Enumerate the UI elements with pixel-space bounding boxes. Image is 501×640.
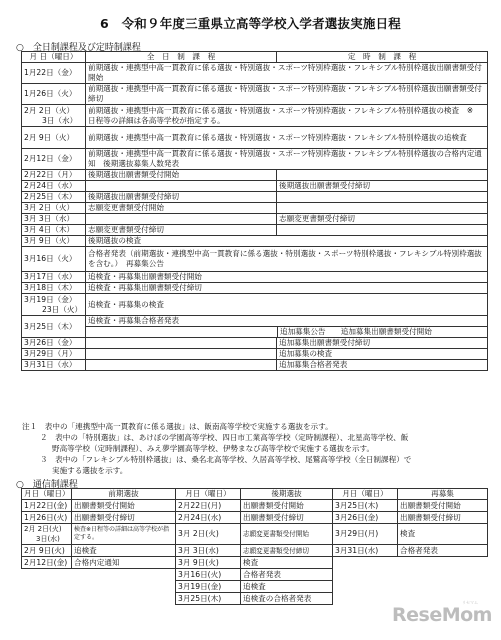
row-event-teijisei: 追加募集合格者発表 xyxy=(277,360,488,371)
cell-date: 2月12日(金) xyxy=(22,557,72,569)
row-date: 3月29日（月） xyxy=(22,349,86,360)
cell-date-line1: 2月 2日(火) xyxy=(24,525,62,533)
table-row xyxy=(22,63,488,84)
cell-event: 合格者発表 xyxy=(398,545,488,557)
cell-date: 3月29日(月) xyxy=(333,524,398,545)
row-event-teijisei: 後期選抜出願書類受付締切 xyxy=(277,181,488,192)
cell-empty xyxy=(398,569,488,581)
table-row xyxy=(22,581,488,593)
cell-empty xyxy=(333,569,398,581)
cell-date xyxy=(22,524,72,545)
row-date: 3月 9日（火） xyxy=(22,236,86,247)
table-row xyxy=(22,170,488,181)
cell-date: 1月26日(火) xyxy=(22,512,72,524)
table-row xyxy=(22,127,488,149)
note-line: ３ 表中の「フレキシブル特別枠選抜」は、桑名北高等学校、久居高等学校、尾鷲高等学校（全日制課程）で xyxy=(40,455,412,464)
row-event-teijisei xyxy=(277,170,488,181)
table-row xyxy=(22,294,488,316)
cell-date: 2月24日(水) xyxy=(176,512,241,524)
table-row xyxy=(22,214,488,225)
notes xyxy=(22,421,487,476)
note-line: 注１ 表中の「連携型中高一貫教育に係る選抜」は、飯南高等学校で実施する選抜を示す。 xyxy=(22,422,333,431)
row-date: 2月25日（木） xyxy=(22,192,86,203)
row-event-teijisei xyxy=(277,192,488,203)
row-event: 追検査・再募集の検査 xyxy=(86,294,488,316)
cell-empty xyxy=(333,557,398,569)
cell-date: 3月 2日(火) xyxy=(176,524,241,545)
cell-empty xyxy=(333,581,398,593)
cell-empty xyxy=(72,581,176,593)
cell-event: 追検査 xyxy=(241,581,333,593)
table-row xyxy=(22,247,488,272)
page-title: 6 令和９年度三重県立高等学校入学者選抜実施日程 xyxy=(100,16,401,31)
table-row xyxy=(22,349,488,360)
table-row xyxy=(22,105,488,127)
cell-event: 合格内定通知 xyxy=(72,557,176,569)
table-row xyxy=(22,360,488,371)
table-row xyxy=(22,338,488,349)
table-row xyxy=(22,593,488,605)
row-event: 前期選抜・連携型中高一貫教育に係る選抜・特別選抜・スポーツ特別枠選抜・フレキシブル特別枠選抜出願書類受付締切 xyxy=(86,84,488,105)
row-date: 3月25日（木） xyxy=(22,316,86,338)
cell-date: 2月22日(月) xyxy=(176,500,241,512)
row-event: 合格者発表（前期選抜・連携型中高一貫教育に係る選抜・特別選抜・スポーツ特別枠選抜・フレキシブル特別枠選抜を含む。） 再募集公告 xyxy=(86,247,488,272)
row-date: 3月16日（火） xyxy=(22,247,86,272)
table-row xyxy=(22,272,488,283)
table-row xyxy=(22,512,488,524)
cell-date: 3月 9日(火) xyxy=(176,557,241,569)
cell-event: 志願変更書類受付開始 xyxy=(241,524,333,545)
row-event-zennichisei xyxy=(86,338,277,349)
row-event-teijisei: 追加募集出願書類受付締切 xyxy=(277,338,488,349)
row-event-split xyxy=(86,316,488,338)
row-event: 前期選抜・連携型中高一貫教育に係る選抜・特別選抜・スポーツ特別枠選抜・フレキシブル特別枠選抜の追検査 xyxy=(86,127,488,149)
table-row xyxy=(22,236,488,247)
row-event-zennichisei xyxy=(86,349,277,360)
section1-heading: ○ 全日制課程及び定時制課程 xyxy=(16,43,141,53)
resemom-watermark-sub: リセマム xyxy=(462,600,478,605)
cell-date-line2: 3日(水) xyxy=(36,535,60,543)
header-date: 月 日（曜日） xyxy=(22,52,86,63)
schedule-table-fulltime xyxy=(21,51,488,371)
table-row xyxy=(22,192,488,203)
row-event: 追検査・再募集出願書類受付開始 xyxy=(86,272,488,283)
note-line: 野高等学校（定時制課程）、みえ夢学園高等学校、伊勢まなび高等学校で実施する選抜を示す。 xyxy=(52,444,375,453)
row-event-zennichisei: 後期選抜出願書類受付締切 xyxy=(86,192,277,203)
row-event-zennichisei: 志願変更書類受付開始 xyxy=(86,203,277,214)
row-event: 追検査・再募集合格者発表 xyxy=(86,316,487,327)
row-date: 3月18日（木） xyxy=(22,283,86,294)
table-row xyxy=(22,149,488,170)
row-event: 前期選抜・連携型中高一貫教育に係る選抜・特別選抜・スポーツ特別枠選抜・フレキシブル特別枠選抜出願書類受付開始 xyxy=(86,63,488,84)
row-date: 3月 4日（木） xyxy=(22,225,86,236)
cell-event: 追検査の合格者発表 xyxy=(241,593,333,605)
cell-date: 2月 9日(火) xyxy=(22,545,72,557)
table-row xyxy=(22,84,488,105)
row-event-teijisei: 追加募集の検査 xyxy=(277,349,488,360)
row-event-teijisei: 志願変更書類受付締切 xyxy=(277,214,488,225)
cell-date: 3月16日(火) xyxy=(176,569,241,581)
resemom-watermark-logo: ReseMom xyxy=(392,604,492,626)
cell-empty xyxy=(72,569,176,581)
row-event-zennichisei xyxy=(86,181,277,192)
cell-event: 出願書類受付締切 xyxy=(241,512,333,524)
cell-empty xyxy=(72,593,176,605)
row-date: 3月17日（水） xyxy=(22,272,86,283)
note-line: 実施する選抜を示す。 xyxy=(52,466,128,475)
cell-event: 検査 xyxy=(241,557,333,569)
cell-date: 1月22日(金) xyxy=(22,500,72,512)
row-event-zennichisei: 後期選抜出願書類受付開始 xyxy=(86,170,277,181)
cell-date: 3月25日(木) xyxy=(333,500,398,512)
row-date xyxy=(22,105,86,127)
cell-event: 検査※日程等の詳細は高等学校が指定する。 xyxy=(72,524,176,545)
row-date: 3月 3日（水） xyxy=(22,214,86,225)
cell-event: 出願書類受付開始 xyxy=(398,500,488,512)
row-date: 3月 2日（火） xyxy=(22,203,86,214)
table-row xyxy=(22,524,488,545)
table-row xyxy=(22,569,488,581)
cell-empty xyxy=(398,557,488,569)
header-saiboshu: 再募集 xyxy=(398,489,488,500)
table-row xyxy=(22,203,488,214)
header-date: 月日（曜日） xyxy=(333,489,398,500)
cell-date: 3月31日(水) xyxy=(333,545,398,557)
cell-date: 3月25日(木) xyxy=(176,593,241,605)
row-date: 2月12日（金） xyxy=(22,149,86,170)
row-date-line2: 23日（火） xyxy=(42,304,83,314)
cell-event: 出願書類受付開始 xyxy=(72,500,176,512)
cell-empty xyxy=(22,569,72,581)
row-date: 3月26日（金） xyxy=(22,338,86,349)
cell-empty xyxy=(333,593,398,605)
table-row xyxy=(22,181,488,192)
row-date: 2月24日（水） xyxy=(22,181,86,192)
row-date: 1月22日（金） xyxy=(22,63,86,84)
row-date: 2月 9日（火） xyxy=(22,127,86,149)
row-event: 前期選抜・連携型中高一貫教育に係る選抜・特別選抜・スポーツ特別枠選抜・フレキシブル特別枠選抜の検査 ※ 日程等の詳細は各高等学校が指定する。 xyxy=(86,105,488,127)
header-date: 月日（曜日） xyxy=(22,489,72,500)
schedule-table-correspondence xyxy=(21,488,488,605)
row-event-zennichisei: 志願変更書類受付締切 xyxy=(86,225,277,236)
section2-heading: ○ 通信制課程 xyxy=(16,480,78,490)
row-event: 後期選抜の検査 xyxy=(86,236,488,247)
row-date: 3月31日（水） xyxy=(22,360,86,371)
cell-empty xyxy=(22,581,72,593)
table-row xyxy=(22,225,488,236)
row-event-teijisei xyxy=(277,225,488,236)
cell-event: 出願書類受付締切 xyxy=(72,512,176,524)
row-event: 追検査・再募集出願書類受付締切 xyxy=(86,283,488,294)
table-row xyxy=(22,500,488,512)
cell-event: 検査 xyxy=(398,524,488,545)
cell-event: 合格者発表 xyxy=(241,569,333,581)
row-date xyxy=(22,294,86,316)
row-event: 前期選抜・連携型中高一貫教育に係る選抜・特別選抜・スポーツ特別枠選抜・フレキシブル特別枠選抜の合格内定通知 後期選抜募集人数発表 xyxy=(86,149,488,170)
header-zennichisei: 全 日 制 課 程 xyxy=(86,52,277,63)
row-event-zennichisei xyxy=(86,360,277,371)
table-row xyxy=(22,545,488,557)
row-event-teijisei: 追加募集公告 追加募集出願書類受付開始 xyxy=(277,327,487,337)
row-date-line1: 3月19日（金） xyxy=(24,294,77,304)
cell-date: 3月 3日(水) xyxy=(176,545,241,557)
row-event-teijisei xyxy=(277,203,488,214)
table-row xyxy=(22,557,488,569)
table-row xyxy=(22,283,488,294)
row-date-line2: 3日（水） xyxy=(42,115,78,125)
cell-event: 志願変更書類受付締切 xyxy=(241,545,333,557)
row-date: 1月26日（火） xyxy=(22,84,86,105)
table-header-row xyxy=(22,489,488,500)
header-zenki: 前期選抜 xyxy=(72,489,176,500)
cell-event: 出願書類受付締切 xyxy=(398,512,488,524)
cell-event: 追検査 xyxy=(72,545,176,557)
table-row xyxy=(22,316,488,338)
header-date: 月日（曜日） xyxy=(176,489,241,500)
cell-date: 3月19日(金) xyxy=(176,581,241,593)
row-date-line1: 2月 2日（火） xyxy=(24,105,75,115)
header-teijisei: 定 時 制 課 程 xyxy=(277,52,488,63)
cell-event: 出願書類受付開始 xyxy=(241,500,333,512)
cell-empty xyxy=(398,581,488,593)
row-event-zennichisei xyxy=(86,214,277,225)
cell-date: 3月26日(金) xyxy=(333,512,398,524)
header-kouki: 後期選抜 xyxy=(241,489,333,500)
row-date: 2月22日（月） xyxy=(22,170,86,181)
note-line: ２ 表中の「特別選抜」は、あけぼの学園高等学校、四日市工業高等学校（定時制課程）、北星高等学校、飯 xyxy=(40,433,409,442)
table-header-row xyxy=(22,52,488,63)
cell-empty xyxy=(22,593,72,605)
